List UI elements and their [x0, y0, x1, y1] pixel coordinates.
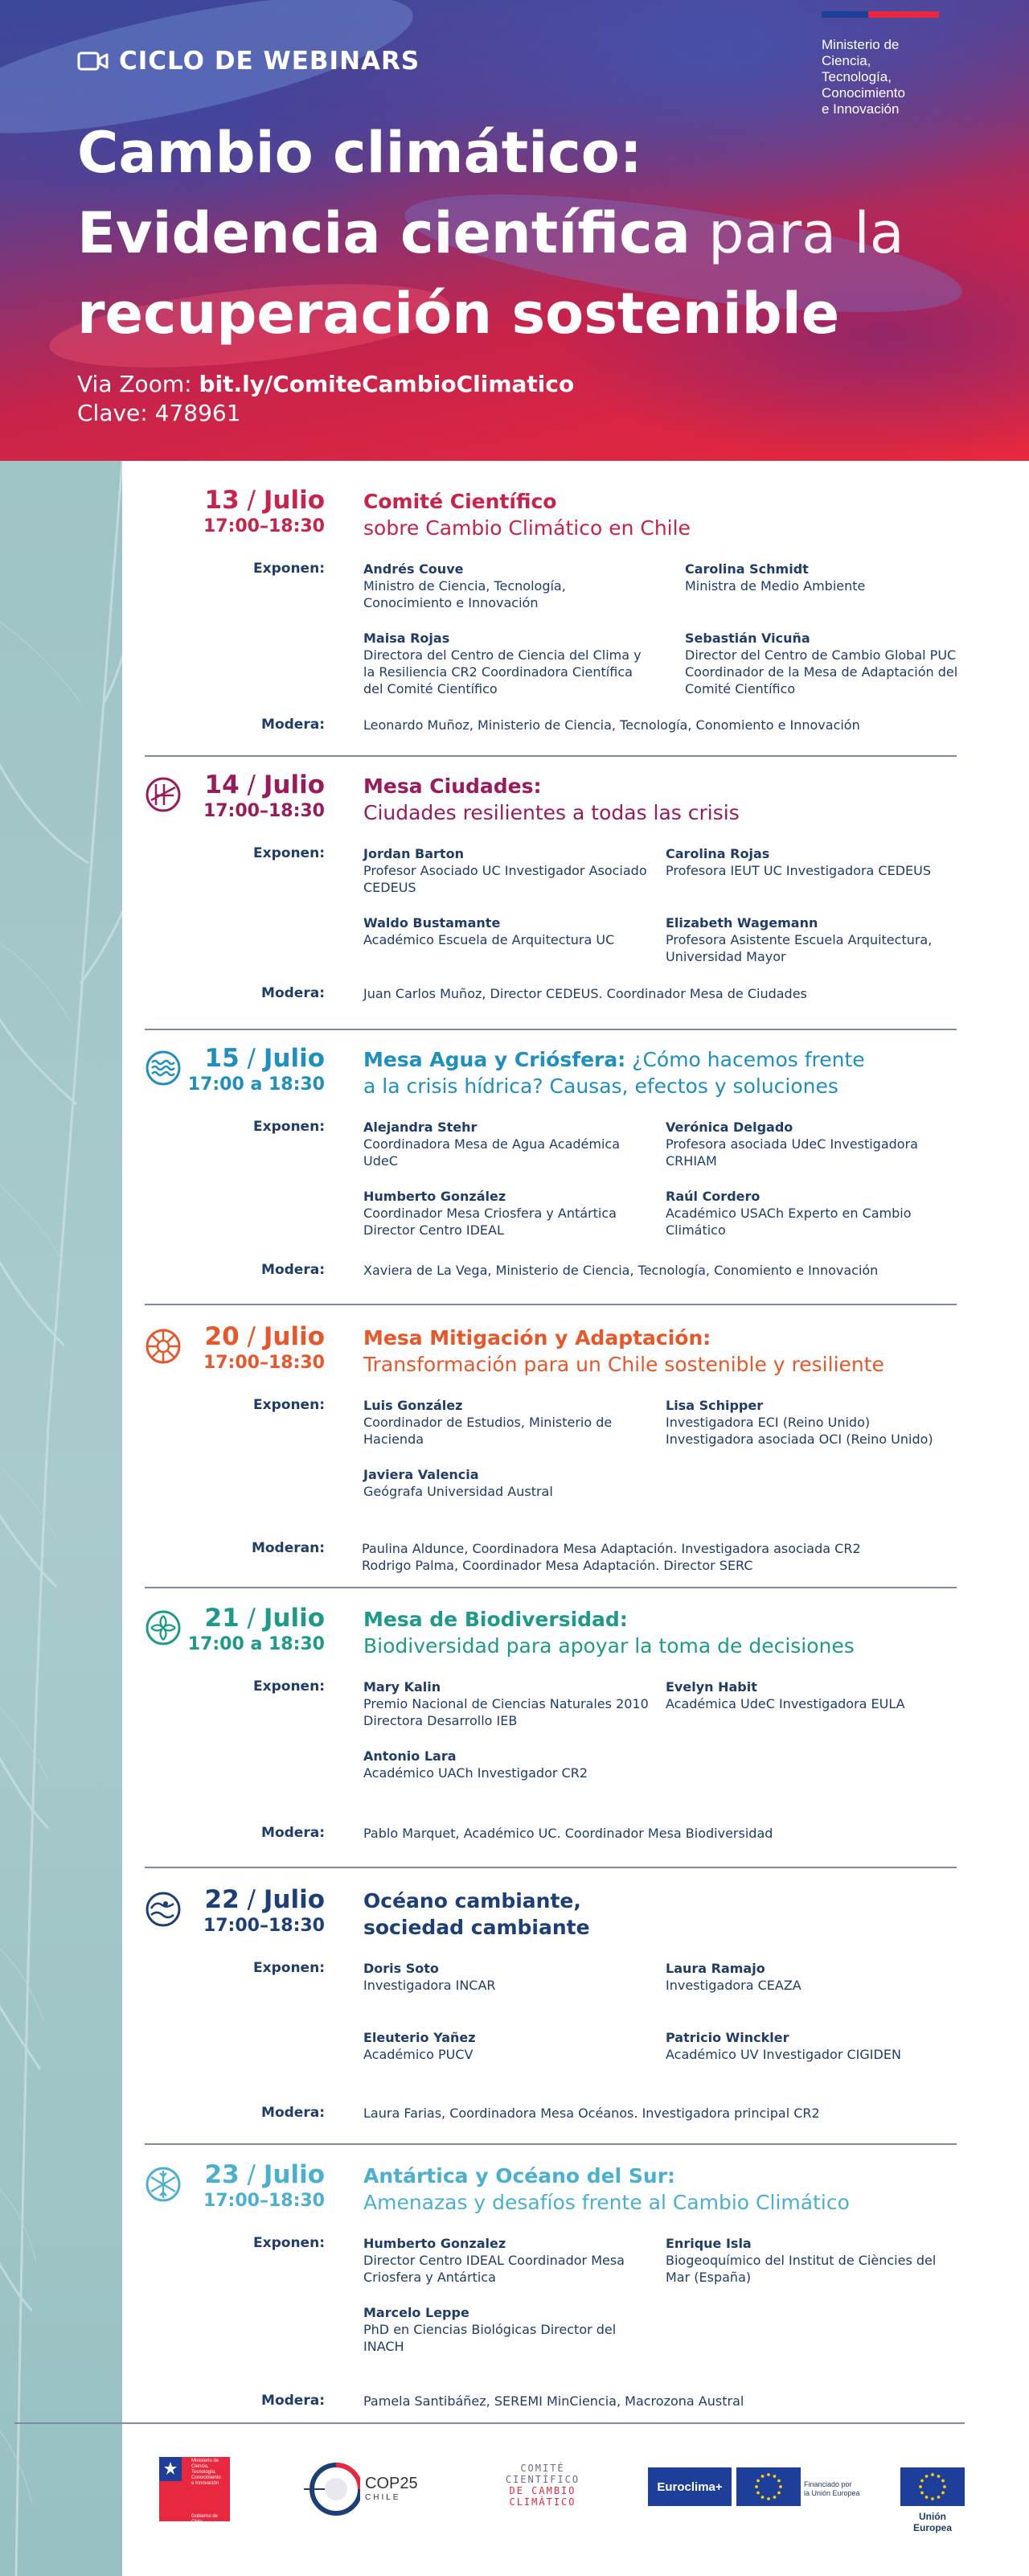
moderan-label: Moderan:	[251, 1540, 325, 1556]
speaker	[666, 2235, 955, 2286]
exponen-label: Exponen:	[253, 2235, 325, 2251]
gov-logo-line: e Innovación	[191, 2481, 219, 2486]
moderator: Pamela Santibáñez, SEREMI MinCiencia, Macrozona Austral	[363, 2393, 744, 2409]
ministry-line: Conocimiento	[822, 85, 905, 101]
speaker	[363, 2304, 653, 2355]
eu-stars-icon	[736, 2467, 801, 2506]
session-title-bold: Océano cambiante,	[363, 1889, 581, 1912]
speaker-name: Humberto Gonzalez	[363, 2236, 506, 2251]
exponen-label: Exponen:	[253, 1678, 325, 1695]
gov-logo-text	[191, 2459, 230, 2525]
eu-star	[777, 2479, 781, 2483]
cop25-logo	[304, 2457, 424, 2521]
session-title	[363, 2163, 958, 2216]
speaker	[363, 630, 653, 697]
speaker	[666, 845, 955, 879]
session-title-inline: ¿Cómo hacemos frente	[625, 1048, 865, 1071]
speaker	[363, 1960, 653, 1994]
session-subtitle: Ciudades resilientes a todas las crisis	[363, 801, 740, 824]
eu-star	[773, 2496, 777, 2499]
session-month: Julio	[263, 770, 325, 799]
session-time: 17:00–18:30	[203, 1916, 325, 1936]
session-day: 21	[204, 1604, 240, 1633]
session-time: 17:00–18:30	[203, 801, 325, 821]
cop25-mark	[304, 2457, 360, 2521]
session-title-bold: Mesa de Biodiversidad:	[363, 1608, 628, 1631]
comite-line-2: CIENTÍFICO	[505, 2474, 580, 2485]
cop25-text: COP25	[365, 2475, 418, 2492]
date-separator: /	[239, 486, 264, 515]
session-time: 17:00–18:30	[203, 2191, 325, 2211]
speaker-role: Profesora asociada UdeC Investigadora CRHIAM	[666, 1136, 918, 1169]
date-separator: /	[239, 770, 264, 799]
session-subtitle: sobre Cambio Climático en Chile	[363, 516, 691, 540]
exponen-label: Exponen:	[253, 561, 325, 577]
zoom-link[interactable]: bit.ly/ComiteCambioClimatico	[199, 371, 575, 397]
speaker-name: Carolina Rojas	[666, 846, 770, 861]
eu-star	[943, 2485, 946, 2488]
speaker-name: Doris Soto	[363, 1961, 439, 1976]
session-month: Julio	[263, 2160, 325, 2189]
speaker	[666, 1397, 955, 1448]
session-title	[363, 1606, 958, 1659]
speaker-role: Académico UV Investigador CIGIDEN	[666, 2047, 901, 2062]
eu-star	[920, 2492, 924, 2495]
speaker-role: Director Centro IDEAL Coordinador Mesa Criosfera y Antártica	[363, 2253, 625, 2285]
session-month: Julio	[263, 486, 325, 515]
speaker	[363, 1678, 653, 1729]
eu-star	[925, 2475, 929, 2478]
moderators	[362, 1540, 941, 1574]
session-date	[145, 1321, 325, 1374]
speaker	[666, 914, 955, 965]
eu-star	[761, 2475, 765, 2478]
speaker	[363, 914, 653, 948]
speaker-name: Alejandra Stehr	[363, 1120, 478, 1135]
session-date	[145, 1884, 325, 1937]
session-title	[363, 1046, 958, 1099]
euroclima-text: Euroclima+	[657, 2479, 723, 2494]
speaker	[363, 1466, 653, 1500]
session-subtitle: a la crisis hídrica? Causas, efectos y soluciones	[363, 1074, 838, 1098]
title-line-1: Cambio climático:	[77, 120, 642, 186]
exponen-label: Exponen:	[253, 845, 325, 861]
session-month: Julio	[263, 1604, 325, 1633]
gov-logo-line: Conocimiento	[191, 2475, 221, 2480]
gov-logo-line: Ciencia,	[191, 2464, 209, 2469]
eu-star	[931, 2473, 934, 2476]
speaker-name: Elizabeth Wagemann	[666, 915, 818, 931]
eu-star	[756, 2479, 760, 2483]
eu-stars-icon	[900, 2467, 965, 2506]
speaker	[666, 2029, 955, 2063]
speaker-name: Waldo Bustamante	[363, 915, 501, 931]
speaker-role: Académico USACh Experto en Cambio Climático	[666, 1206, 912, 1238]
session-time: 17:00–18:30	[203, 1353, 325, 1373]
title-line-3: recuperación sostenible	[77, 281, 840, 347]
moderator-2: Rodrigo Palma, Coordinador Mesa Adaptación. Director SERC	[362, 1558, 753, 1573]
moderator: Pablo Marquet, Académico UC. Coordinador Mesa Biodiversidad	[363, 1826, 773, 1841]
modera-label: Modera:	[261, 2105, 325, 2121]
eu-star	[925, 2496, 929, 2499]
speaker	[685, 561, 974, 594]
session-title	[363, 1325, 958, 1378]
moderator: Juan Carlos Muñoz, Director CEDEUS. Coordinador Mesa de Ciudades	[363, 986, 807, 1001]
modera-label: Modera:	[261, 717, 325, 733]
zoom-password: Clave: 478961	[77, 400, 241, 426]
speaker	[363, 2029, 653, 2063]
eu-star	[931, 2497, 934, 2500]
ministry-line: Ciencia,	[822, 53, 871, 68]
session-day: 13	[204, 486, 240, 515]
session-title	[363, 1888, 958, 1941]
speaker	[363, 1748, 653, 1781]
moderator: Laura Farias, Coordinadora Mesa Océanos. Investigadora principal CR2	[363, 2106, 820, 2121]
session-date	[145, 2159, 325, 2212]
session-time: 17:00 a 18:30	[187, 1634, 325, 1654]
session-day: 14	[204, 770, 240, 799]
leaf-vein-pattern	[0, 461, 122, 2576]
speaker-name: Javiera Valencia	[363, 1467, 479, 1482]
speaker-name: Mary Kalin	[363, 1679, 441, 1695]
exponen-label: Exponen:	[253, 1960, 325, 1976]
zoom-prefix: Via Zoom:	[77, 371, 199, 397]
speaker	[685, 630, 974, 697]
session-time: 17:00 a 18:30	[187, 1074, 325, 1095]
session-divider	[145, 1304, 957, 1305]
exponen-label: Exponen:	[253, 1397, 325, 1413]
eu-star	[777, 2492, 781, 2495]
speaker-role: Biogeoquímico del Institut de Ciències del Mar (España)	[666, 2253, 937, 2285]
speaker-role: Académico PUCV	[363, 2047, 474, 2062]
speaker-name: Andrés Couve	[363, 561, 464, 577]
title-line-2-light: para la	[690, 200, 904, 266]
cycle-label	[77, 47, 420, 76]
eu-star	[779, 2485, 782, 2488]
session-title	[363, 773, 958, 826]
session-divider	[145, 1867, 957, 1868]
euroclima-logo	[648, 2467, 732, 2506]
speaker-role: Premio Nacional de Ciencias Naturales 2010 Directora Desarrollo IEB	[363, 1696, 649, 1728]
gov-logo-line: Ministerio de	[191, 2459, 219, 2463]
ministry-logo	[822, 11, 998, 117]
modera-label: Modera:	[261, 1825, 325, 1841]
session-divider	[145, 1029, 957, 1030]
speaker-role: Investigadora ECI (Reino Unido) Investigadora asociada OCI (Reino Unido)	[666, 1415, 933, 1447]
eu-star	[941, 2479, 945, 2483]
comite-cientifico-logo	[494, 2463, 591, 2519]
speaker-name: Jordan Barton	[363, 846, 464, 861]
date-separator: /	[239, 1322, 264, 1351]
session-day: 23	[204, 2160, 240, 2189]
comite-line-1: COMITÉ	[520, 2463, 565, 2474]
chile-flag-bar	[822, 11, 939, 18]
speaker-name: Verónica Delgado	[666, 1120, 793, 1135]
speaker-role: Coordinadora Mesa de Agua Académica UdeC	[363, 1136, 620, 1169]
speaker-role: Ministra de Medio Ambiente	[685, 578, 866, 594]
session-title-bold: Antártica y Océano del Sur:	[363, 2164, 676, 2188]
speaker-name: Sebastián Vicuña	[685, 631, 810, 646]
eu-star	[756, 2492, 760, 2495]
session-title-bold: Mesa Mitigación y Adaptación:	[363, 1326, 711, 1350]
session-divider	[145, 755, 957, 757]
session-title-bold: Mesa Ciudades:	[363, 774, 542, 798]
speaker	[363, 1188, 653, 1239]
session-date	[145, 485, 325, 538]
eu-funded-line-1: Financiado por	[804, 2480, 852, 2488]
speaker-role: Profesora IEUT UC Investigadora CEDEUS	[666, 863, 931, 878]
eu-flag-small	[736, 2467, 801, 2506]
session-divider	[145, 2143, 957, 2145]
gov-logo-line: Gobierno de Chile	[191, 2514, 219, 2525]
speaker-name: Eleuterio Yañez	[363, 2030, 476, 2045]
speaker-name: Lisa Schipper	[666, 1398, 764, 1413]
session-title-bold-2: sociedad cambiante	[363, 1916, 590, 1939]
speaker	[363, 845, 653, 896]
speaker	[666, 1119, 955, 1169]
date-separator: /	[239, 1885, 264, 1914]
speaker-name: Luis González	[363, 1398, 463, 1413]
date-separator: /	[239, 1044, 264, 1073]
session-subtitle: Transformación para un Chile sostenible y resiliente	[363, 1353, 884, 1376]
eu-label: Unión Europea	[912, 2511, 952, 2533]
speaker-role: Académico UACh Investigador CR2	[363, 1765, 588, 1781]
speaker	[666, 1960, 955, 1994]
session-title-bold: Comité Científico	[363, 490, 557, 513]
eu-star	[937, 2496, 941, 2499]
speaker-role: Profesor Asociado UC Investigador Asociado CEDEUS	[363, 863, 647, 895]
speaker-role: PhD en Ciencias Biológicas Director del INACH	[363, 2322, 617, 2354]
moderator-1: Paulina Aldunce, Coordinadora Mesa Adaptación. Investigadora asociada CR2	[362, 1541, 861, 1556]
speaker-name: Evelyn Habit	[666, 1679, 757, 1695]
eu-star	[773, 2475, 777, 2478]
speaker	[666, 1188, 955, 1239]
eu-star	[761, 2496, 765, 2499]
eu-star	[767, 2473, 770, 2476]
session-day: 20	[204, 1322, 240, 1351]
session-date	[145, 1043, 325, 1096]
moderator: Leonardo Muñoz, Ministerio de Ciencia, Tecnología, Conomiento e Innovación	[363, 717, 860, 733]
ministry-line: Ministerio de	[822, 37, 900, 52]
speaker-role: Profesora Asistente Escuela Arquitectura, Universidad Mayor	[666, 932, 933, 964]
eu-star	[767, 2497, 770, 2500]
cop25-sub: CHILE	[365, 2493, 401, 2502]
eu-funded-text	[804, 2480, 860, 2498]
title-line-2-bold: Evidencia científica	[77, 200, 691, 266]
session-day: 15	[204, 1044, 240, 1073]
speaker-name: Humberto González	[363, 1189, 506, 1204]
speaker-role: Coordinador de Estudios, Ministerio de Hacienda	[363, 1415, 613, 1447]
eu-star	[937, 2475, 941, 2478]
video-camera-icon	[77, 51, 109, 72]
speaker-name: Patricio Winckler	[666, 2030, 789, 2045]
session-month: Julio	[263, 1044, 325, 1073]
speaker	[666, 1678, 955, 1712]
eu-star	[755, 2485, 758, 2488]
speaker-role: Académica UdeC Investigadora EULA	[666, 1696, 905, 1711]
date-separator: /	[239, 2160, 264, 2189]
ministry-line: e Innovación	[822, 101, 900, 117]
speaker-name: Laura Ramajo	[666, 1961, 765, 1976]
modera-label: Modera:	[261, 2393, 325, 2409]
session-month: Julio	[263, 1322, 325, 1351]
session-divider	[145, 1587, 957, 1588]
speaker-role: Directora del Centro de Ciencia del Clima y la Resiliencia CR2 Coordinadora Científica del Comité Científico	[363, 647, 642, 696]
speaker-role: Académico Escuela de Arquitectura UC	[363, 932, 615, 947]
page-title	[77, 113, 904, 354]
gov-logo-line: Tecnología,	[191, 2470, 216, 2475]
cycle-text: CICLO DE WEBINARS	[119, 47, 420, 76]
session-title-bold: Mesa Agua y Criósfera:	[363, 1048, 626, 1071]
speaker	[363, 2235, 653, 2286]
session-date	[145, 1603, 325, 1656]
speaker-role: Geógrafa Universidad Austral	[363, 1484, 553, 1499]
session-time: 17:00–18:30	[203, 516, 325, 536]
session-subtitle: Biodiversidad para apoyar la toma de decisiones	[363, 1634, 855, 1658]
speaker-name: Raúl Cordero	[666, 1189, 760, 1204]
session-title	[363, 488, 958, 541]
session-day: 22	[204, 1885, 240, 1914]
speaker	[363, 561, 653, 611]
speaker-role: Ministro de Ciencia, Tecnología, Conocimiento e Innovación	[363, 578, 566, 610]
eu-funded-line-2: la Unión Europea	[804, 2489, 860, 2497]
modera-label: Modera:	[261, 985, 325, 1001]
comite-line-3: DE CAMBIO	[509, 2485, 576, 2496]
speaker-role: Investigadora INCAR	[363, 1978, 496, 1993]
moderator: Xaviera de La Vega, Ministerio de Ciencia, Tecnología, Conomiento e Innovación	[363, 1263, 879, 1278]
speaker-name: Maisa Rojas	[363, 631, 450, 646]
speaker	[363, 1119, 653, 1169]
speaker	[363, 1397, 653, 1448]
exponen-label: Exponen:	[253, 1119, 325, 1135]
session-month: Julio	[263, 1885, 325, 1914]
eu-star	[919, 2485, 922, 2488]
modera-label: Modera:	[261, 1262, 325, 1278]
speaker-name: Marcelo Leppe	[363, 2305, 469, 2320]
leaf-texture-panel	[0, 461, 122, 2576]
eu-flag-large	[900, 2467, 965, 2506]
header-banner	[0, 0, 1029, 461]
zoom-info	[77, 370, 574, 428]
speaker-name: Antonio Lara	[363, 1748, 457, 1764]
ministry-name	[822, 37, 998, 117]
date-separator: /	[239, 1604, 264, 1633]
eu-star	[920, 2479, 924, 2483]
speaker-name: Carolina Schmidt	[685, 561, 809, 577]
comite-line-4: CLIMÁTICO	[509, 2496, 576, 2508]
eu-star	[941, 2492, 945, 2495]
speaker-name: Enrique Isla	[666, 2236, 752, 2251]
speaker-role: Director del Centro de Cambio Global PUC Coordinador de la Mesa de Adaptación del Comité Científico	[685, 647, 958, 696]
speaker-role: Coordinador Mesa Criosfera y Antártica Director Centro IDEAL	[363, 1206, 617, 1238]
session-subtitle: Amenazas y desafíos frente al Cambio Climático	[363, 2191, 850, 2214]
footer-divider	[14, 2422, 965, 2424]
session-date	[145, 770, 325, 823]
gov-ministry-logo	[159, 2457, 230, 2525]
ministry-line: Tecnología,	[822, 69, 892, 84]
speaker-role: Investigadora CEAZA	[666, 1978, 801, 1993]
